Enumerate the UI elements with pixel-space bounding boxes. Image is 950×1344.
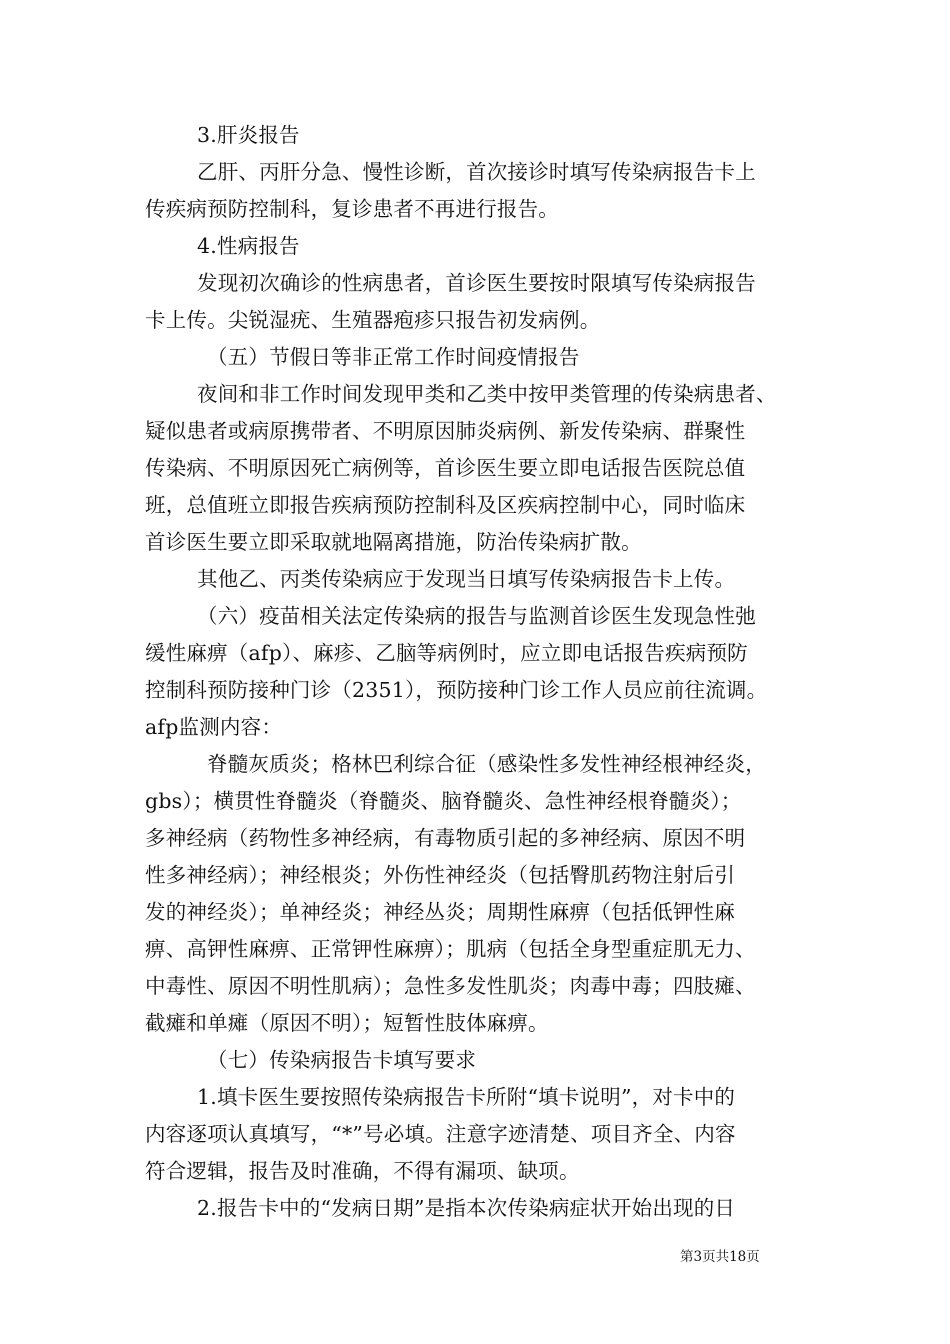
section-heading-hepatitis: 3.肝炎报告 — [197, 123, 300, 147]
paragraph-line: 截瘫和单瘫（原因不明）；短暂性肢体麻痹。 — [145, 1011, 549, 1035]
paragraph-line: 痹、高钾性麻痹、正常钾性麻痹）；肌病（包括全身型重症肌无力、 — [145, 937, 756, 961]
paragraph-line: 1.填卡医生要按照传染病报告卡所附“填卡说明”，对卡中的 — [197, 1085, 736, 1109]
document-body — [145, 117, 825, 1227]
paragraph-line: 传疾病预防控制科，复诊患者不再进行报告。 — [145, 197, 559, 221]
paragraph-line: 中毒性、原因不明性肌病）；急性多发性肌炎；肉毒中毒；四肢瘫、 — [145, 974, 756, 998]
paragraph-line: 内容逐项认真填写，“*”号必填。注意字迹清楚、项目齐全、内容 — [145, 1122, 736, 1146]
paragraph-line: 控制科预防接种门诊（2351），预防接种门诊工作人员应前往流调。 — [145, 678, 768, 702]
paragraph-line: 2.报告卡中的“发病日期”是指本次传染病症状开始出现的日 — [197, 1196, 736, 1220]
paragraph-line: 发的神经炎）；单神经炎；神经丛炎；周期性麻痹（包括低钾性麻 — [145, 900, 736, 924]
section-heading-std: 4.性病报告 — [197, 234, 300, 258]
paragraph-line: 性多神经病）；神经根炎；外伤性神经炎（包括臀肌药物注射后引 — [145, 863, 736, 887]
paragraph-line: 其他乙、丙类传染病应于发现当日填写传染病报告卡上传。 — [197, 567, 736, 591]
paragraph-line: 缓性麻痹（afp）、麻疹、乙脑等病例时，应立即电话报告疾病预防 — [145, 641, 748, 665]
paragraph-line: 脊髓灰质炎；格林巴利综合征（感染性多发性神经根神经炎， — [207, 752, 766, 776]
paragraph-line: afp监测内容： — [145, 715, 283, 739]
paragraph-line: 班，总值班立即报告疾病预防控制科及区疾病控制中心，同时临床 — [145, 493, 746, 517]
paragraph-line: 卡上传。尖锐湿疣、生殖器疱疹只报告初发病例。 — [145, 308, 601, 332]
paragraph-line: 多神经病（药物性多神经病，有毒物质引起的多神经病、原因不明 — [145, 826, 746, 850]
paragraph-line: gbs）；横贯性脊髓炎（脊髓炎、脑脊髓炎、急性神经根脊髓炎）； — [145, 789, 742, 813]
paragraph-line: 疑似患者或病原携带者、不明原因肺炎病例、新发传染病、群聚性 — [145, 419, 746, 443]
section-heading-holiday-report: （五）节假日等非正常工作时间疫情报告 — [207, 345, 580, 369]
paragraph-line: 发现初次确诊的性病患者，首诊医生要按时限填写传染病报告 — [197, 271, 756, 295]
paragraph-line: 传染病、不明原因死亡病例等，首诊医生要立即电话报告医院总值 — [145, 456, 746, 480]
paragraph-line: 乙肝、丙肝分急、慢性诊断，首次接诊时填写传染病报告卡上 — [197, 160, 756, 184]
page-number: 第3页共18页 — [680, 1249, 760, 1265]
section-heading-vaccine: （六）疫苗相关法定传染病的报告与监测首诊医生发现急性弛 — [197, 604, 756, 628]
paragraph-line: 符合逻辑，报告及时准确，不得有漏项、缺项。 — [145, 1159, 580, 1183]
paragraph-line: 夜间和非工作时间发现甲类和乙类中按甲类管理的传染病患者、 — [197, 382, 777, 406]
paragraph-line: 首诊医生要立即采取就地隔离措施，防治传染病扩散。 — [145, 530, 642, 554]
section-heading-card-requirements: （七）传染病报告卡填写要求 — [207, 1048, 477, 1072]
